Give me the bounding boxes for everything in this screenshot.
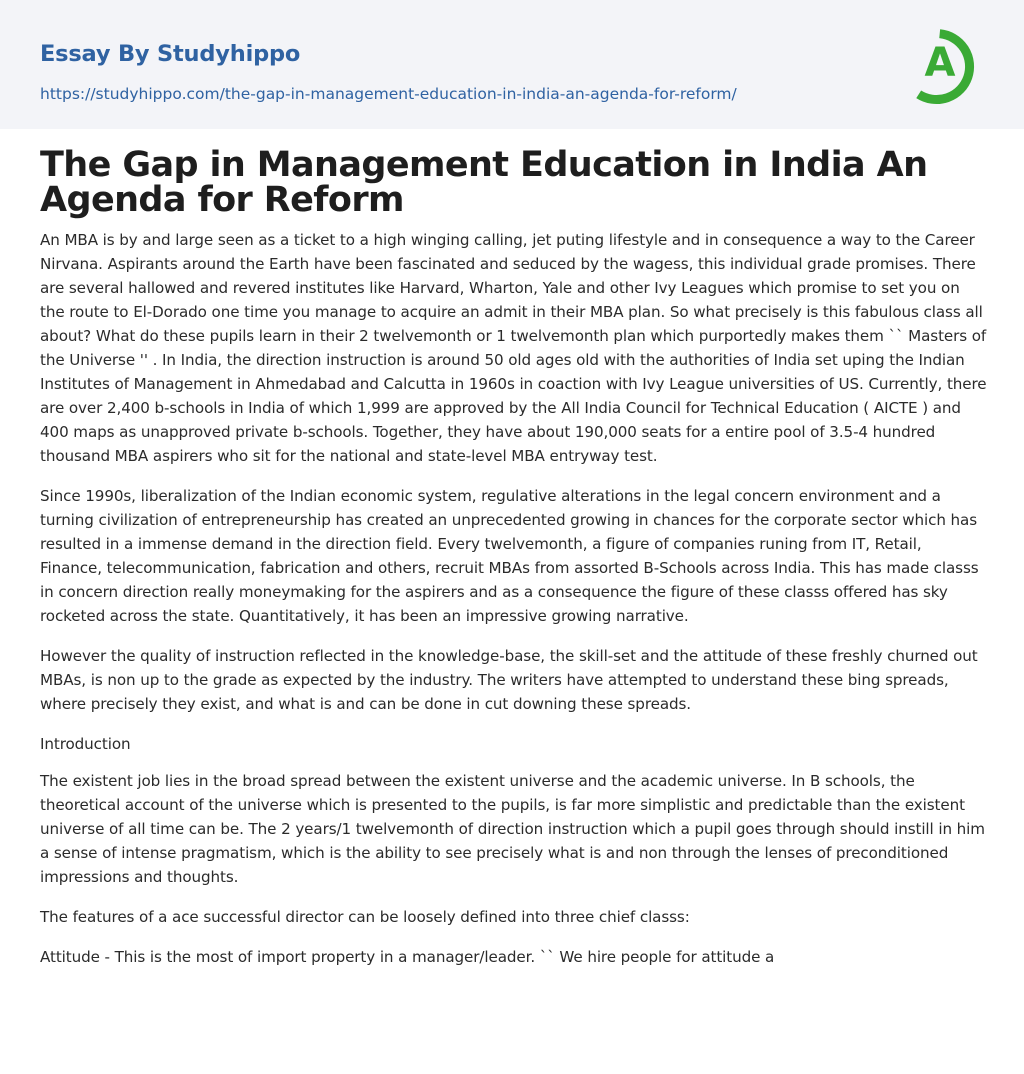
paragraph: The existent job lies in the broad spread between the existent universe and the academic universe. In B schools, the theoretical account of the universe which is presented to the pupils, is far more simplistic and predictable than the existent universe of all time can be. The 2 years/1 twelvemonth of direction instruction which a pupil goes through should instill in him a sense of intense pragmatism, which is the ability to see precisely what is and non through the lenses of preconditioned impressions and thoughts. bbox=[40, 772, 985, 886]
site-header bbox=[0, 0, 1024, 129]
article-body bbox=[40, 228, 988, 985]
paragraph: However the quality of instruction reflected in the knowledge-base, the skill-set and the attitude of these freshly churned out MBAs, is non up to the grade as expected by the industry. The writers have attempted to understand these bing spreads, where precisely they exist, and what is and can be done in cut downing these spreads. bbox=[40, 647, 978, 713]
article-url-link[interactable]: https://studyhippo.com/the-gap-in-management-education-in-india-an-agenda-for-reform/ bbox=[40, 85, 737, 103]
section-heading-introduction: Introduction bbox=[40, 735, 131, 753]
logo-letter: A bbox=[924, 40, 956, 86]
paragraph: Since 1990s, liberalization of the Indian economic system, regulative alterations in the legal concern environment and a turning civilization of entrepreneurship has created an unprecedented growing in chances for the corporate sector which has resulted in a immense demand in the direction field. Every twelvemonth, a figure of companies runing from IT, Retail, Finance, telecommunication, fabrication and others, recruit MBAs from assorted B-Schools across India. This has made classs in concern direction really moneymaking for the aspirers and as a consequence the figure of these classs offered has sky rocketed across the state. Quantitatively, it has been an impressive growing narrative. bbox=[40, 487, 979, 625]
paragraph: Attitude - This is the most of import property in a manager/leader. `` We hire people for attitude a bbox=[40, 948, 775, 966]
page-title: The Gap in Management Education in India An Agenda for Reform bbox=[40, 145, 928, 220]
studyhippo-logo-icon[interactable] bbox=[906, 18, 990, 106]
paragraph: An MBA is by and large seen as a ticket to a high winging calling, jet puting lifestyle and in consequence a way to the Career Nirvana. Aspirants around the Earth have been fascinated and seduced by the wagess, this individual grade promises. There are several hallowed and revered institutes like Harvard, Wharton, Yale and other Ivy Leagues which promise to set you on the route to El-Dorado one time you manage to acquire an admit in their MBA plan. So what precisely is this fabulous class all about? What do these pupils learn in their 2 twelvemonth or 1 twelvemonth plan which purportedly makes them `` Masters of the Universe '' . In India, the direction instruction is around 50 old ages old with the authorities of India set uping the Indian Institutes of Management in Ahmedabad and Calcutta in 1960s in coaction with Ivy League universities of US. Currently, there are over 2,400 b-schools in India of which 1,999 are approved by the All India Council for Technical Education ( AICTE ) and 400 maps as unapproved private b-schools. Together, they have about 190,000 seats for a entire pool of 3.5-4 hundred thousand MBA aspirers who sit for the national and state-level MBA entryway test. bbox=[40, 231, 987, 465]
site-brand[interactable]: Essay By Studyhippo bbox=[40, 41, 301, 67]
paragraph: The features of a ace successful director can be loosely defined into three chief classs: bbox=[40, 908, 690, 926]
